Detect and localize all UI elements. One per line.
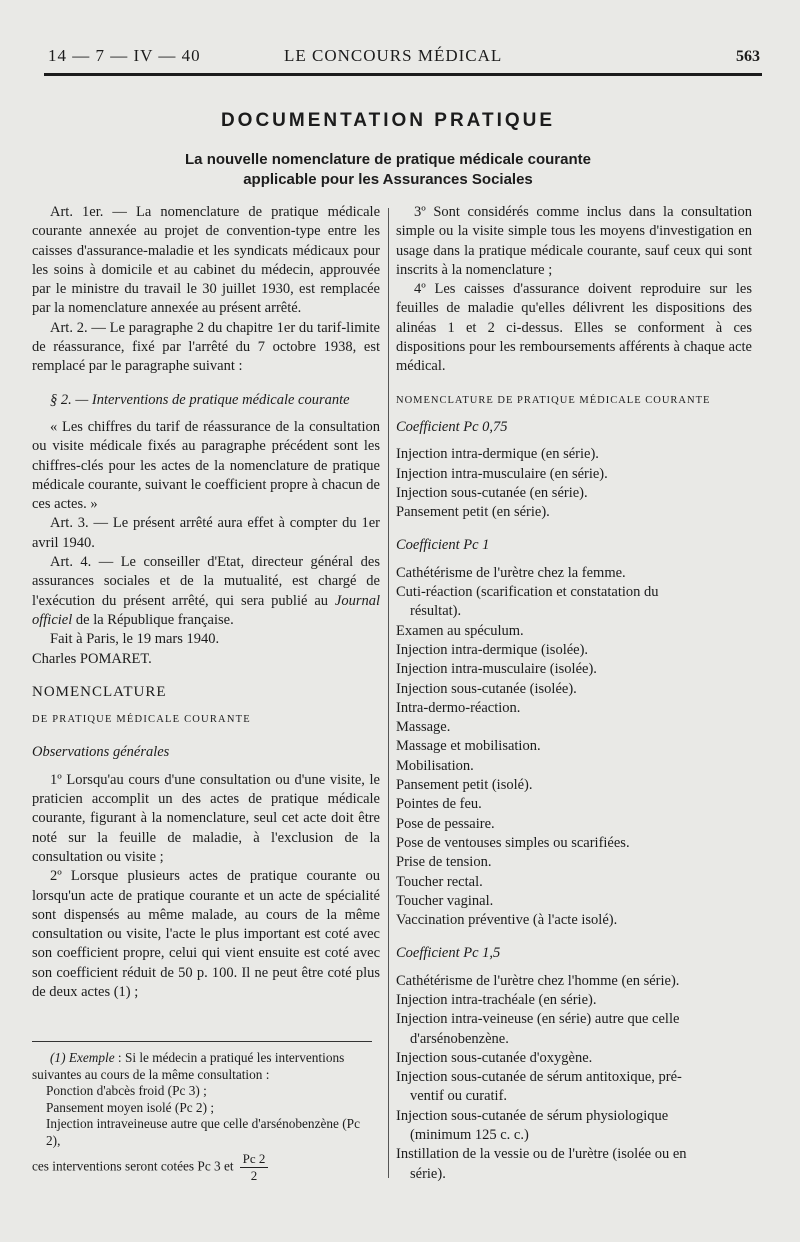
list-item-continuation: résultat).: [410, 603, 462, 620]
signature: Charles POMARET.: [32, 650, 152, 667]
list-item-continuation: (minimum 125 c. c.): [410, 1127, 529, 1144]
footnote-label: (1) Exemple: [50, 1050, 115, 1065]
footnote: [32, 1050, 372, 1184]
list-item-text: Injection sous-cutanée de sérum antitoxique, pré-: [396, 1069, 682, 1086]
list-item: Injection sous-cutanée (en série).: [396, 484, 588, 501]
list-item: Intra-dermo-réaction.: [396, 699, 521, 716]
list-item: [396, 1010, 752, 1049]
running-header: [48, 46, 760, 70]
list-item: Toucher vaginal.: [396, 892, 494, 909]
coefficient-group-list: [396, 564, 752, 931]
list-item: [396, 1145, 752, 1184]
list-item: Prise de tension.: [396, 854, 492, 871]
journal-officiel: Journal officiel: [32, 592, 380, 628]
list-item-text: Injection intra-veineuse (en série) autre que celle: [396, 1011, 680, 1028]
journal-title: LE CONCOURS MÉDICAL: [284, 46, 503, 65]
observation-2: 2º Lorsque plusieurs actes de pratique courante ou lorsqu'un acte de pratique courante et un acte de spécialité sont dispensés au même malade, au cours de la même consultation ou visite, l'acte le plus important est coté avec son coefficient propre, celui qui vient ensuite est coté avec son coefficient réduit de 50 p. 100. Il ne peut être coté plus de deux actes (1) ;: [32, 868, 380, 1000]
list-item-continuation: d'arsénobenzène.: [410, 1030, 509, 1047]
list-item: Massage et mobilisation.: [396, 738, 541, 755]
list-item: [396, 1068, 752, 1107]
list-item-text: Instillation de la vessie ou de l'urètre (isolée ou en: [396, 1146, 687, 1163]
footnote-intro-text: : Si le médecin a pratiqué les interventions suivantes au cours de la même consultation :: [32, 1050, 345, 1082]
list-item: Mobilisation.: [396, 757, 474, 774]
coefficient-heading: Coefficient Pc 1,5: [396, 945, 501, 962]
coefficient-heading: Coefficient Pc 0,75: [396, 418, 508, 435]
article-3: Art. 3. — Le présent arrêté aura effet à compter du 1er avril 1940.: [32, 515, 380, 551]
article-1: Art. 1er. — La nomenclature de pratique médicale courante annexée au projet de convention-type entre les caisses d'assurance-maladie et les syndicats médicaux pour les soins à domicile et au cabinet du médecin, approuvée par le ministre du travail le 30 juillet 1930, est remplacée par la nomenclature annexée au présent arrêté.: [32, 204, 380, 317]
coefficient-heading: Coefficient Pc 1: [396, 537, 490, 554]
list-item: Massage.: [396, 719, 451, 736]
issue-date: 14 — 7 — IV — 40: [48, 46, 201, 65]
footnote-item-2: Pansement moyen isolé (Pc 2) ;: [46, 1099, 215, 1115]
list-item-text: Injection sous-cutanée de sérum physiologique: [396, 1107, 669, 1124]
coefficient-group-list: [396, 972, 752, 1184]
article-4-start: Art. 4. — Le conseiller d'Etat, directeur général des assurances sociales et de la mutualité, est chargé de l'exécution du présent arrêté, qui sera publié au: [32, 554, 380, 609]
list-item: Pose de pessaire.: [396, 815, 495, 832]
document-title: [0, 150, 776, 190]
list-item-continuation: série).: [410, 1165, 446, 1182]
coefficient-group-list: [396, 445, 752, 522]
observation-3: 3º Sont considérés comme inclus dans la consultation simple ou la visite simple tous les moyens d'investigation en usage dans la pratique médicale courante, sauf ceux qui sont inscrits à la nomenclature ;: [396, 204, 752, 278]
nomenclature-title: NOMENCLATURE: [32, 683, 167, 700]
observation-4: 4º Les caisses d'assurance doivent reproduire sur les feuilles de maladie qu'elles délivrent les dispositions des alinéas 1 et 2 ci-dessus. Elles se conforment à ces dispositions pour les remboursements afférents à chaque acte médical.: [396, 281, 752, 375]
done-at: Fait à Paris, le 19 mars 1940.: [50, 631, 220, 648]
list-item: Vaccination préventive (à l'acte isolé).: [396, 912, 618, 929]
list-item: [396, 1107, 752, 1146]
footnote-intro: [32, 1050, 372, 1083]
left-column: [32, 203, 380, 1002]
list-item: [396, 583, 752, 622]
fraction: [240, 1151, 269, 1184]
list-item: Injection intra-dermique (isolée).: [396, 641, 589, 658]
right-column: [396, 203, 752, 1184]
footnote-rule: [32, 1041, 372, 1042]
section-title: DOCUMENTATION PRATIQUE: [220, 110, 556, 131]
list-item: Pansement petit (en série).: [396, 504, 550, 521]
observation-1: 1º Lorsqu'au cours d'une consultation ou d'une visite, le praticien accomplit un des actes de pratique médicale courante, figurant à la nomenclature, seul cet acte doit être noté sur la feuille de maladie, à l'exclusion de la consultation ou visite ;: [32, 771, 380, 865]
list-item: Injection intra-dermique (en série).: [396, 446, 599, 463]
list-item: Injection sous-cutanée (isolée).: [396, 680, 577, 697]
nomenclature-list-heading: NOMENCLATURE DE PRATIQUE MÉDICALE COURANTE: [396, 394, 711, 406]
page-number: 563: [736, 48, 760, 65]
document-title-line-1: La nouvelle nomenclature de pratique médicale courante: [185, 151, 591, 168]
list-item: Injection intra-trachéale (en série).: [396, 991, 597, 1008]
list-item: Injection sous-cutanée d'oxygène.: [396, 1049, 593, 1066]
fraction-numerator: Pc 2: [240, 1151, 269, 1168]
paragraph-2-text: « Les chiffres du tarif de réassurance de la consultation ou visite médicale fixés au paragraphe précédent sont les chiffres-clés pour les actes de la nomenclature de pratique médicale courante, suivant le coefficient propre à chacun de ces actes. »: [32, 418, 380, 513]
footnote-conclusion: [32, 1151, 372, 1184]
article-4-end: de la République française.: [72, 611, 234, 628]
list-item: Pose de ventouses simples ou scarifiées.: [396, 834, 630, 851]
footnote-item-3: Injection intraveineuse autre que celle d'arsénobenzène (Pc 2),: [46, 1116, 360, 1148]
list-item: Injection intra-musculaire (en série).: [396, 465, 608, 482]
list-item: Cathétérisme de l'urètre chez la femme.: [396, 564, 626, 581]
list-item: Injection intra-musculaire (isolée).: [396, 661, 597, 678]
article-4: [32, 553, 380, 630]
column-divider: [388, 208, 389, 1178]
list-item: Pansement petit (isolé).: [396, 777, 533, 794]
list-item: Examen au spéculum.: [396, 622, 524, 639]
nomenclature-subtitle: DE PRATIQUE MÉDICALE COURANTE: [32, 714, 251, 726]
list-item-continuation: ventif ou curatif.: [410, 1088, 508, 1105]
paragraph-2-heading: § 2. — Interventions de pratique médicale courante: [50, 391, 350, 408]
fraction-denominator: 2: [250, 1168, 258, 1183]
list-item: Cathétérisme de l'urètre chez l'homme (en série).: [396, 972, 680, 989]
list-item-text: Cuti-réaction (scarification et constatation du: [396, 584, 659, 601]
list-item: Pointes de feu.: [396, 796, 482, 813]
footnote-item-1: Ponction d'abcès froid (Pc 3) ;: [46, 1083, 207, 1098]
header-rule: [44, 73, 762, 76]
document-title-line-2: applicable pour les Assurances Sociales: [243, 171, 533, 188]
footnote-conclusion-text: ces interventions seront cotées Pc 3 et: [32, 1158, 234, 1174]
article-2: Art. 2. — Le paragraphe 2 du chapitre 1er du tarif-limite de réassurance, fixé par l'arrêté du 7 octobre 1938, est remplacé par le paragraphe suivant :: [32, 319, 380, 375]
list-item: Toucher rectal.: [396, 873, 483, 890]
observations-heading: Observations générales: [32, 744, 170, 761]
